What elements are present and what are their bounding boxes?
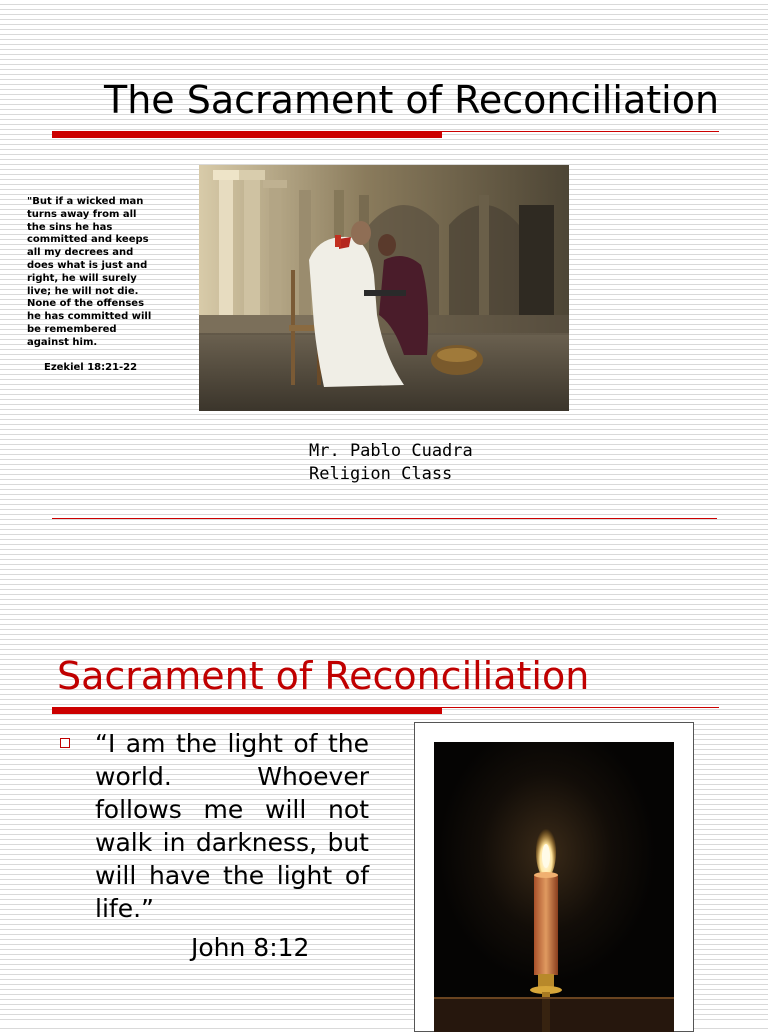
title-underline-thin [442,707,719,708]
quote-line: turns away from all [27,208,137,220]
confession-photo [199,165,569,411]
quote-line: he has committed will [27,311,152,323]
presenter-name: Mr. Pablo Cuadra [309,441,473,461]
slide-1-bottom-rule [52,518,717,519]
slide-2-title: Sacrament of Reconciliation [57,654,590,698]
bullet-square-icon [60,738,70,748]
quote-line: committed and keeps [27,234,149,246]
quote-line: all my decrees and [27,247,134,259]
quote-line: right, he will surely [27,272,137,284]
candle-photo [434,742,674,1032]
title-underline-thick [52,707,442,714]
scripture-quote [27,196,162,350]
quote-line: the sins he has [27,221,113,233]
quote-line: "But if a wicked man [27,196,144,207]
verse-reference: John 8:12 [191,933,310,962]
slide-2 [0,540,768,1024]
quote-line: against him. [27,336,98,348]
presenter-byline [309,440,473,486]
slide-1-title: The Sacrament of Reconciliation [104,78,720,122]
quote-line: live; he will not die. [27,285,139,297]
quote-line: does what is just and [27,259,148,271]
course-name: Religion Class [309,464,453,484]
title-underline-thick [52,131,442,138]
quote-reference: Ezekiel 18:21-22 [44,362,138,373]
title-underline-thin [442,131,719,132]
bullet-quote: “I am the light of the world. Whoever follows me will not walk in darkness, but will have the light of life.” [95,729,369,923]
quote-line: None of the offenses [27,298,145,310]
quote-line: be remembered [27,323,117,335]
